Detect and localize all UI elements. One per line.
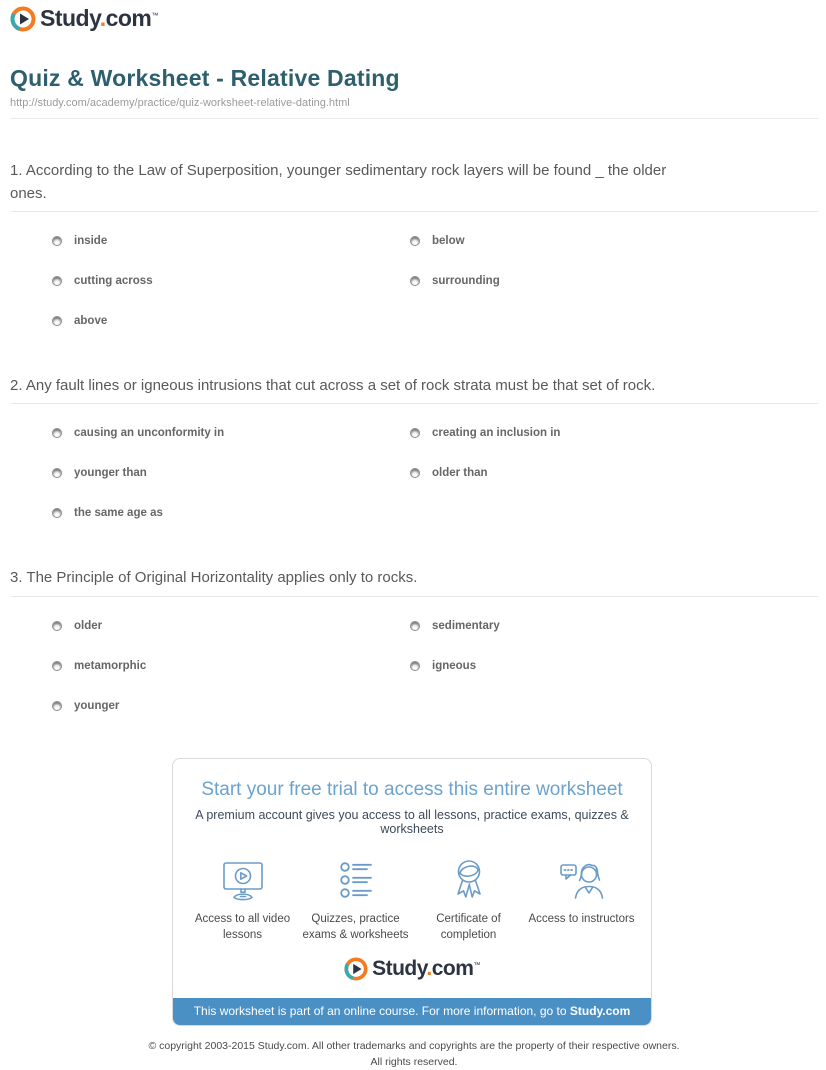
feature-instructors [525, 856, 638, 944]
feature-label: Quizzes, practice exams & worksheets [302, 912, 409, 942]
answer-option[interactable] [52, 467, 410, 479]
course-info-banner [173, 998, 651, 1025]
answer-option[interactable] [410, 235, 818, 247]
logo-wordmark: Study.com™ [372, 956, 480, 980]
free-trial-promo-box [172, 758, 652, 1026]
answer-options [10, 620, 818, 712]
answer-option-label: below [432, 235, 465, 247]
certificate-icon [450, 858, 488, 902]
feature-certificate [412, 856, 525, 944]
question-title: 2. Any fault lines or igneous intrusions that cut across a set of rock strata must be that set of rock. [10, 377, 656, 394]
radio-button-icon[interactable] [410, 468, 420, 478]
trademark-symbol: ™ [151, 12, 158, 20]
feature-label: Access to all video lessons [194, 912, 291, 942]
answer-option-label: inside [74, 235, 108, 247]
answer-option-label: above [74, 315, 108, 327]
answer-option-label: cutting across [74, 275, 153, 287]
answer-option[interactable] [52, 315, 410, 327]
instructor-icon [558, 860, 606, 902]
answer-options [10, 427, 818, 519]
radio-button-icon[interactable] [410, 236, 420, 246]
answer-option-label: older than [432, 467, 488, 480]
radio-button-icon[interactable] [52, 661, 62, 671]
question-1 [10, 159, 818, 328]
answer-option-label: older [74, 619, 103, 632]
answer-option[interactable] [410, 660, 818, 672]
answer-option-label: younger than [74, 467, 147, 480]
question-2 [10, 374, 818, 519]
answer-option-label: metamorphic [74, 659, 147, 672]
answer-option-label: younger [74, 699, 120, 712]
logo-orange-dot: . [99, 5, 106, 31]
divider [10, 596, 818, 597]
play-button-logo-icon [344, 957, 368, 981]
answer-option[interactable] [52, 507, 410, 519]
answer-option[interactable] [52, 427, 410, 439]
logo-orange-dot: . [426, 956, 432, 980]
radio-button-icon[interactable] [52, 276, 62, 286]
studycom-logo[interactable] [10, 5, 158, 32]
radio-button-icon[interactable] [410, 276, 420, 286]
banner-studycom-link[interactable]: Study.com [569, 1003, 631, 1018]
page-url: http://study.com/academy/practice/quiz-worksheet-relative-dating.html [10, 96, 350, 109]
divider [10, 403, 818, 404]
answer-options [10, 235, 818, 327]
studycom-logo [344, 957, 480, 981]
answer-option[interactable] [410, 275, 818, 287]
video-monitor-icon [219, 860, 267, 902]
radio-button-icon[interactable] [410, 661, 420, 671]
answer-option-label: sedimentary [432, 619, 500, 632]
radio-button-icon[interactable] [52, 468, 62, 478]
answer-option[interactable] [52, 275, 410, 287]
radio-button-icon[interactable] [52, 236, 62, 246]
question-3 [10, 566, 818, 711]
answer-option[interactable] [410, 467, 818, 479]
answer-option[interactable] [410, 427, 818, 439]
answer-option-label: causing an unconformity in [74, 427, 225, 440]
trademark-symbol: ™ [473, 961, 480, 969]
answer-option-label: surrounding [432, 275, 500, 287]
answer-option[interactable] [52, 235, 410, 247]
answer-option-label: creating an inclusion in [432, 427, 561, 440]
radio-button-icon[interactable] [52, 508, 62, 518]
page-title: Quiz & Worksheet - Relative Dating [10, 64, 400, 91]
feature-video-lessons [186, 856, 299, 944]
trial-subtitle: A premium account gives you access to all lessons, practice exams, quizzes & worksheets [195, 807, 629, 836]
radio-button-icon[interactable] [410, 621, 420, 631]
radio-button-icon[interactable] [410, 428, 420, 438]
answer-option-label: the same age as [74, 507, 163, 520]
radio-button-icon[interactable] [52, 316, 62, 326]
feature-list [173, 856, 651, 944]
answer-option[interactable] [52, 700, 410, 712]
copyright-footer [10, 1039, 818, 1070]
feature-label: Certificate of completion [436, 912, 501, 942]
divider [10, 118, 818, 119]
copyright-line2: All rights reserved. [370, 1055, 458, 1068]
divider [10, 211, 818, 212]
question-title: 1. According to the Law of Superposition, younger sedimentary rock layers will be found _ the older ones. [10, 161, 667, 202]
quiz-list-icon [336, 860, 376, 902]
answer-option[interactable] [52, 620, 410, 632]
copyright-line1: © copyright 2003-2015 Study.com. All other trademarks and copyrights are the property of their respective owners. [148, 1039, 680, 1052]
question-title: 3. The Principle of Original Horizontality applies only to rocks. [10, 569, 418, 587]
radio-button-icon[interactable] [52, 701, 62, 711]
answer-option[interactable] [410, 620, 818, 632]
answer-option-label: igneous [432, 659, 477, 672]
radio-button-icon[interactable] [52, 621, 62, 631]
feature-label: Access to instructors [528, 912, 635, 925]
play-button-logo-icon [10, 6, 36, 32]
radio-button-icon[interactable] [52, 428, 62, 438]
feature-quizzes [299, 856, 412, 944]
banner-text: This worksheet is part of an online course. For more information, go to [193, 1003, 570, 1018]
trial-title: Start your free trial to access this entire worksheet [201, 778, 623, 800]
logo-wordmark: Study.com™ [40, 5, 158, 31]
answer-option[interactable] [52, 660, 410, 672]
